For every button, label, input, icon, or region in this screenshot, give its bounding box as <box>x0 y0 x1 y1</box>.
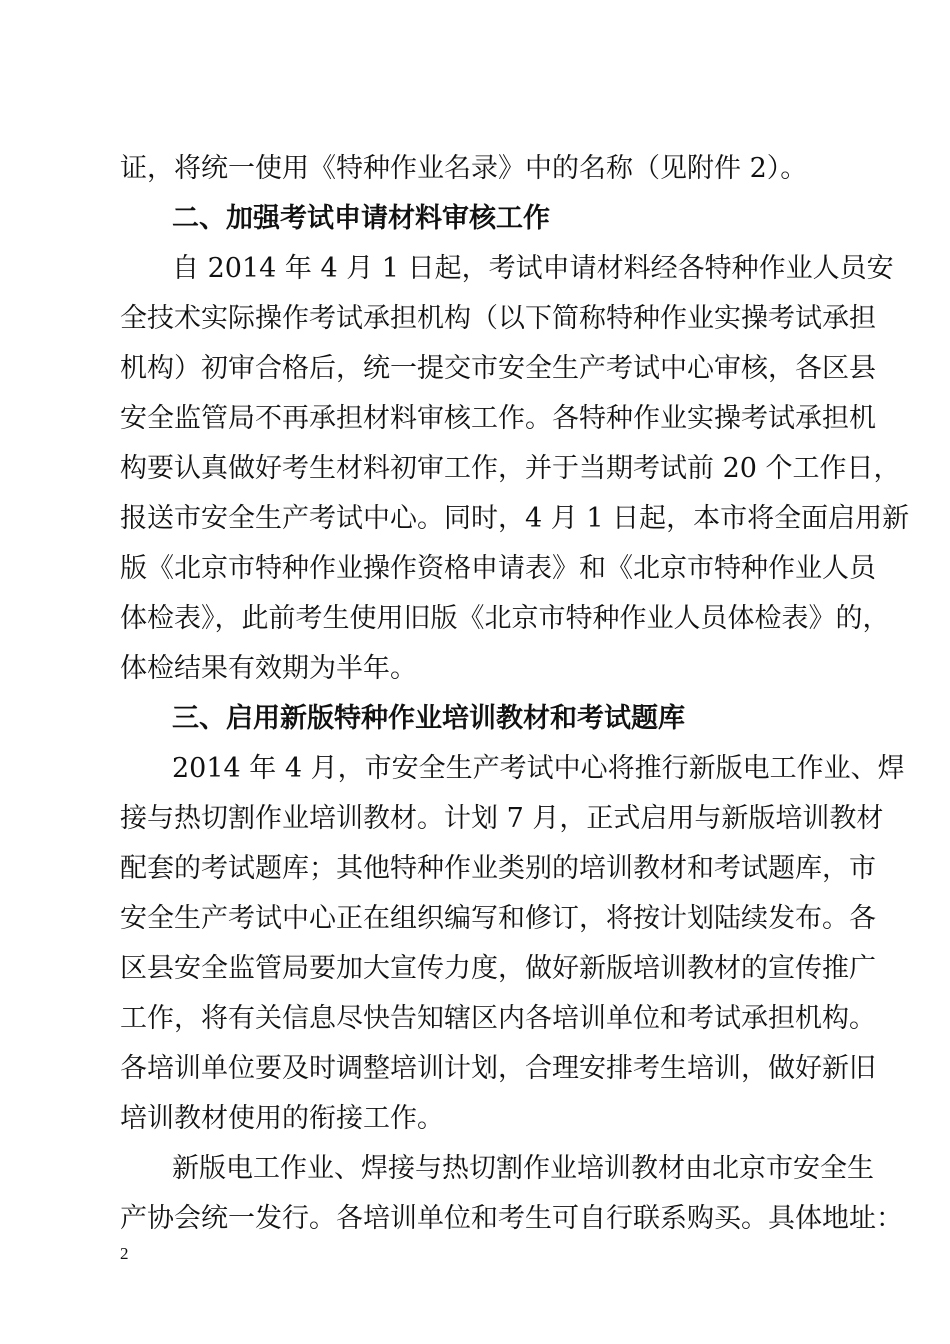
text-line: 接与热切割作业培训教材。计划 7 月，正式启用与新版培训教材 <box>120 803 884 834</box>
text-line: 工作，将有关信息尽快告知辖区内各培训单位和考试承担机构。 <box>120 1003 876 1034</box>
text-line: 体检结果有效期为半年。 <box>120 653 417 684</box>
text-line: 自 2014 年 4 月 1 日起，考试申请材料经各特种作业人员安 <box>172 253 894 284</box>
text-line: 各培训单位要及时调整培训计划，合理安排考生培训，做好新旧 <box>120 1053 876 1084</box>
text-line: 安全生产考试中心正在组织编写和修订，将按计划陆续发布。各 <box>120 903 876 934</box>
text-line: 全技术实际操作考试承担机构（以下简称特种作业实操考试承担 <box>120 303 876 334</box>
section-heading: 三、启用新版特种作业培训教材和考试题库 <box>172 703 685 734</box>
text-line: 构要认真做好考生材料初审工作，并于当期考试前 20 个工作日， <box>120 453 901 484</box>
text-line: 区县安全监管局要加大宣传力度，做好新版培训教材的宣传推广 <box>120 953 876 984</box>
text-line: 版《北京市特种作业操作资格申请表》和《北京市特种作业人员 <box>120 553 876 584</box>
text-line: 配套的考试题库；其他特种作业类别的培训教材和考试题库，市 <box>120 853 876 884</box>
text-line: 产协会统一发行。各培训单位和考生可自行联系购买。具体地址： <box>120 1203 903 1234</box>
text-line: 新版电工作业、焊接与热切割作业培训教材由北京市安全生 <box>172 1153 874 1184</box>
page-number: 2 <box>120 1244 129 1263</box>
text-line: 培训教材使用的衔接工作。 <box>120 1103 444 1134</box>
text-line: 报送市安全生产考试中心。同时，4 月 1 日起，本市将全面启用新 <box>120 503 910 534</box>
section-heading: 二、加强考试申请材料审核工作 <box>172 203 550 234</box>
text-line: 机构）初审合格后，统一提交市安全生产考试中心审核，各区县 <box>120 353 876 384</box>
text-line: 2014 年 4 月，市安全生产考试中心将推行新版电工作业、焊 <box>172 753 905 784</box>
text-line: 证，将统一使用《特种作业名录》中的名称（见附件 2）。 <box>120 153 808 184</box>
text-line: 体检表》，此前考生使用旧版《北京市特种作业人员体检表》的， <box>120 603 890 634</box>
text-line: 安全监管局不再承担材料审核工作。各特种作业实操考试承担机 <box>120 403 876 434</box>
